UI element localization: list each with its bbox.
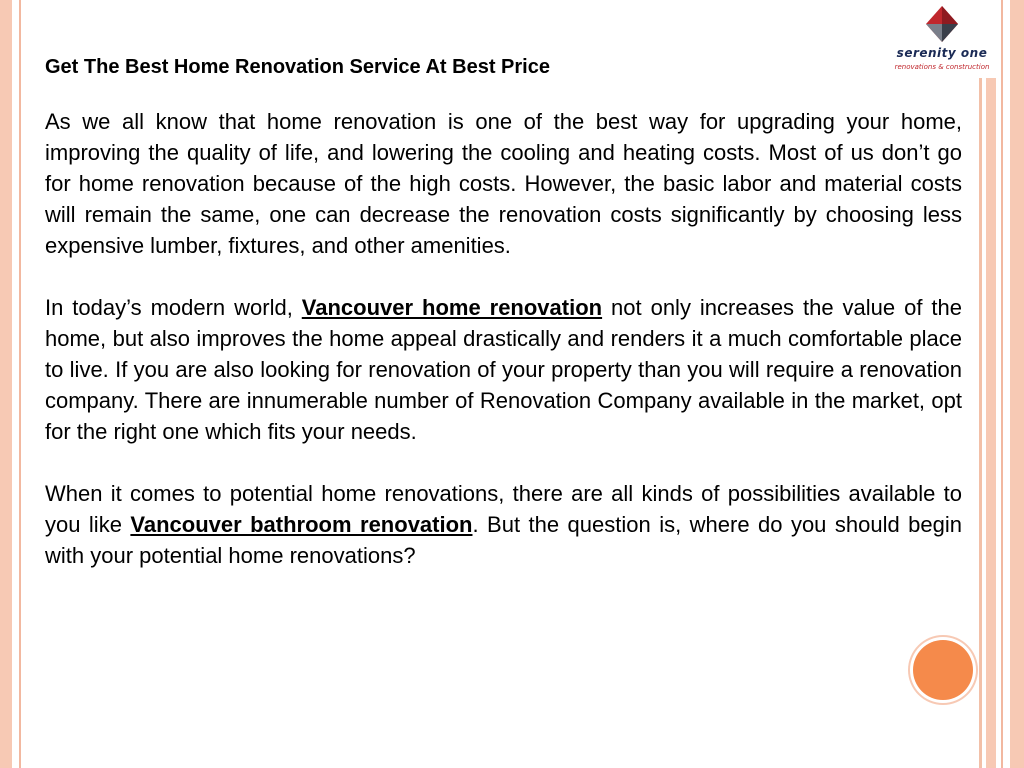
paragraph-2-text-before: In today’s modern world, (45, 295, 302, 320)
paragraph-1-text: As we all know that home renovation is one of the best way for upgrading your home, improving the quality of life, and lowering the cooling and heating costs. Most of us don’t go for home renovation because of the high costs. However, the basic labor and material costs will remain the same, one can decrease the renovation costs significantly by choosing less expensive lumber, fixtures, and other amenities. (45, 109, 962, 258)
paragraph-3-text-before: When it comes to potential home renovations, there are all kinds of possibilities available to you like (45, 481, 962, 537)
orange-circle-decoration (913, 640, 973, 700)
paragraph-2 (45, 292, 962, 447)
paragraph-3 (45, 478, 962, 571)
vancouver-home-renovation-link[interactable]: Vancouver home renovation (301, 295, 603, 320)
logo-name: serenity one (896, 46, 988, 60)
right-decorative-line-outer (1001, 0, 1003, 768)
diamond-logo-icon (924, 4, 960, 44)
right-decorative-line (979, 78, 982, 768)
left-decorative-line (19, 0, 21, 768)
paragraph-1 (45, 106, 962, 261)
paragraph-2-text-after: not only increases the value of the home, but also improves the home appeal drastically and renders it a much comfortable place to live. If you are also looking for renovation of your property than you will require a renovation company. There are innumerable number of Renovation Company available in the market, opt for the right one which fits your needs. (45, 295, 962, 444)
right-edge-band (1010, 0, 1024, 768)
right-decorative-band (986, 78, 996, 768)
page-title: Get The Best Home Renovation Service At Best Price (45, 56, 550, 78)
vancouver-bathroom-renovation-link[interactable]: Vancouver bathroom renovation (130, 512, 473, 537)
left-decorative-band (0, 0, 12, 768)
paragraph-3-text-after: . But the question is, where do you should begin with your potential home renovations? (45, 512, 962, 568)
slide-content (45, 54, 962, 602)
logo-tagline: renovations & construction (894, 63, 990, 71)
